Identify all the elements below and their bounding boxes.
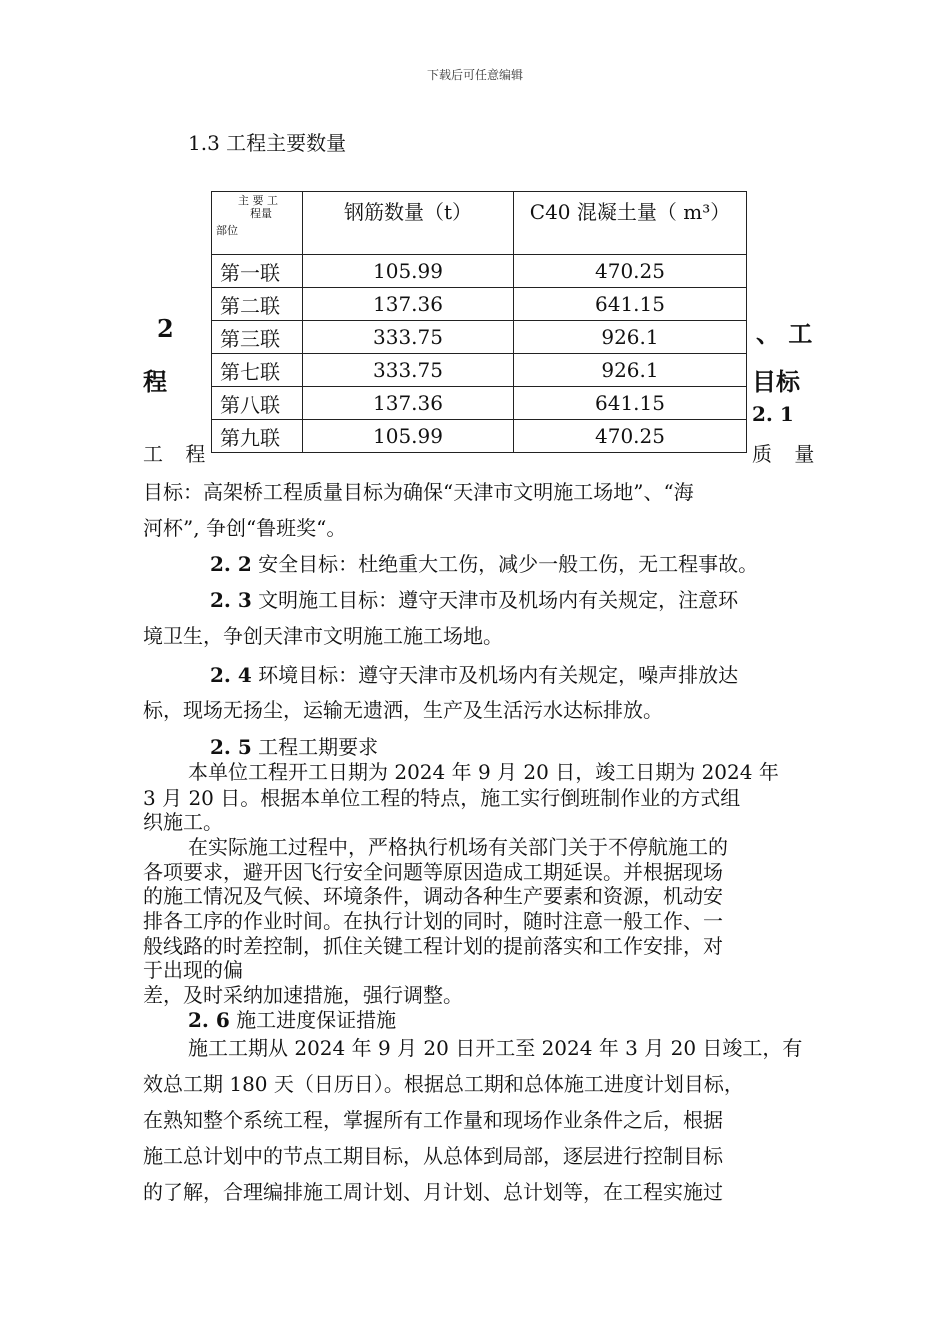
steel-header: 钢筋数量（t） [343, 200, 473, 224]
section-2-5-para-1-line-3: 织施工。 [143, 810, 223, 834]
steel-header-cell [303, 192, 514, 255]
section-2-fragment-gong: 、 工 [756, 319, 813, 348]
section-2-6-line-1: 施工工期从 2024 年 9 月 20 日开工至 2024 年 3 月 20 日竣工，有 [188, 1036, 803, 1060]
section-2-4 [210, 657, 738, 693]
part-cell: 第二联 [212, 288, 303, 321]
concrete-cell: 641.15 [514, 387, 747, 420]
section-2-6-number: 2. 6 [188, 1008, 230, 1032]
section-2-3 [210, 582, 738, 618]
concrete-cell: 926.1 [514, 321, 747, 354]
section-2-5-para-1-line-2: 3 月 20 日。根据本单位工程的特点，施工实行倒班制作业的方式组 [143, 786, 741, 810]
section-2-5-para-2-line-4: 排各工序的作业时间。在执行计划的同时，随时注意一般工作、一 [143, 909, 723, 933]
concrete-cell: 641.15 [514, 288, 747, 321]
section-2-6-line-5: 的了解，合理编排施工周计划、月计划、总计划等，在工程实施过 [143, 1180, 723, 1204]
steel-cell: 137.36 [303, 288, 514, 321]
steel-cell: 105.99 [303, 420, 514, 453]
section-2-4-continuation: 标，现场无扬尘，运输无遗洒，生产及生活污水达标排放。 [143, 698, 663, 722]
concrete-header-cell [514, 192, 747, 255]
section-2-fragment-mubiao: 目标 [752, 367, 800, 396]
quality-target-line-2: 河杯”, 争创“鲁班奖“。 [143, 516, 347, 540]
section-2-5-para-2-line-1: 在实际施工过程中，严格执行机场有关部门关于不停航施工的 [188, 835, 728, 859]
section-2-6-line-4: 施工总计划中的节点工期目标，从总体到局部，逐层进行控制目标 [143, 1144, 723, 1168]
concrete-cell: 470.25 [514, 255, 747, 288]
section-2-number: 2 [157, 314, 174, 343]
steel-cell: 333.75 [303, 354, 514, 387]
quality-target-line-1: 目标：高架桥工程质量目标为确保“天津市文明施工场地”、“海 [143, 480, 694, 504]
steel-cell: 137.36 [303, 387, 514, 420]
section-2-5-para-2-line-5: 般线路的时差控制，抓住关键工程计划的提前落实和工作安排，对 [143, 934, 723, 958]
part-cell: 第三联 [212, 321, 303, 354]
section-2-5-para-2-line-6: 于出现的偏 [143, 958, 243, 982]
section-2-2-text: 安全目标：杜绝重大工伤，减少一般工伤，无工程事故。 [251, 552, 759, 576]
part-cell: 第七联 [212, 354, 303, 387]
text-fragment-gongcheng: 工 程 [143, 442, 214, 466]
section-2-5-para-2-line-7: 差，及时采纳加速措施，强行调整。 [143, 983, 463, 1007]
steel-cell: 105.99 [303, 255, 514, 288]
table-row [212, 321, 747, 354]
diag-header-line-1: 主 要 工 [238, 194, 278, 207]
text-fragment-zhiliang: 质 量 [752, 442, 823, 466]
steel-cell: 333.75 [303, 321, 514, 354]
table-row [212, 420, 747, 453]
section-2-5 [210, 735, 378, 759]
section-2-4-number: 2. 4 [210, 663, 252, 687]
section-2-6-line-2: 效总工期 180 天（日历日）。根据总工期和总体施工进度计划目标， [143, 1072, 744, 1096]
diag-header-line-2: 程量 [250, 207, 272, 220]
section-2-5-para-1-line-1: 本单位工程开工日期为 2024 年 9 月 20 日，竣工日期为 2024 年 [188, 760, 779, 784]
part-cell: 第八联 [212, 387, 303, 420]
section-2-5-para-2-line-2: 各项要求，避开因飞行安全问题等原因造成工期延误。并根据现场 [143, 860, 723, 884]
part-cell: 第一联 [212, 255, 303, 288]
section-2-3-number: 2. 3 [210, 588, 252, 612]
quantity-table [211, 191, 747, 453]
table-header-row [212, 192, 747, 255]
section-heading-1-3: 1.3 工程主要数量 [188, 131, 347, 155]
concrete-cell: 470.25 [514, 420, 747, 453]
table-row [212, 354, 747, 387]
section-2-5-text: 工程工期要求 [251, 735, 379, 759]
concrete-cell: 926.1 [514, 354, 747, 387]
table-row [212, 288, 747, 321]
diagonal-header-cell [212, 192, 303, 255]
section-2-6 [188, 1008, 396, 1032]
section-2-2-number: 2. 2 [210, 552, 252, 576]
section-2-5-number: 2. 5 [210, 735, 252, 759]
table-row [212, 387, 747, 420]
page-header: 下载后可任意编辑 [426, 68, 523, 82]
section-2-6-text: 施工进度保证措施 [229, 1008, 397, 1032]
section-2-4-text: 环境目标：遵守天津市及机场内有关规定，噪声排放达 [251, 663, 739, 687]
section-2-fragment-cheng: 程 [143, 367, 167, 396]
section-2-5-para-2-line-3: 的施工情况及气候、环境条件，调动各种生产要素和资源，机动安 [143, 884, 723, 908]
section-2-1-number: 2. 1 [752, 402, 794, 426]
section-2-3-text: 文明施工目标：遵守天津市及机场内有关规定，注意环 [251, 588, 739, 612]
section-2-3-continuation: 境卫生，争创天津市文明施工施工场地。 [143, 624, 503, 648]
part-cell: 第九联 [212, 420, 303, 453]
table-row [212, 255, 747, 288]
diag-header-line-3: 部位 [216, 224, 238, 237]
section-2-6-line-3: 在熟知整个系统工程，掌握所有工作量和现场作业条件之后，根据 [143, 1108, 723, 1132]
section-2-2 [210, 546, 758, 582]
concrete-header: C40 混凝土量（ m³） [529, 200, 731, 224]
